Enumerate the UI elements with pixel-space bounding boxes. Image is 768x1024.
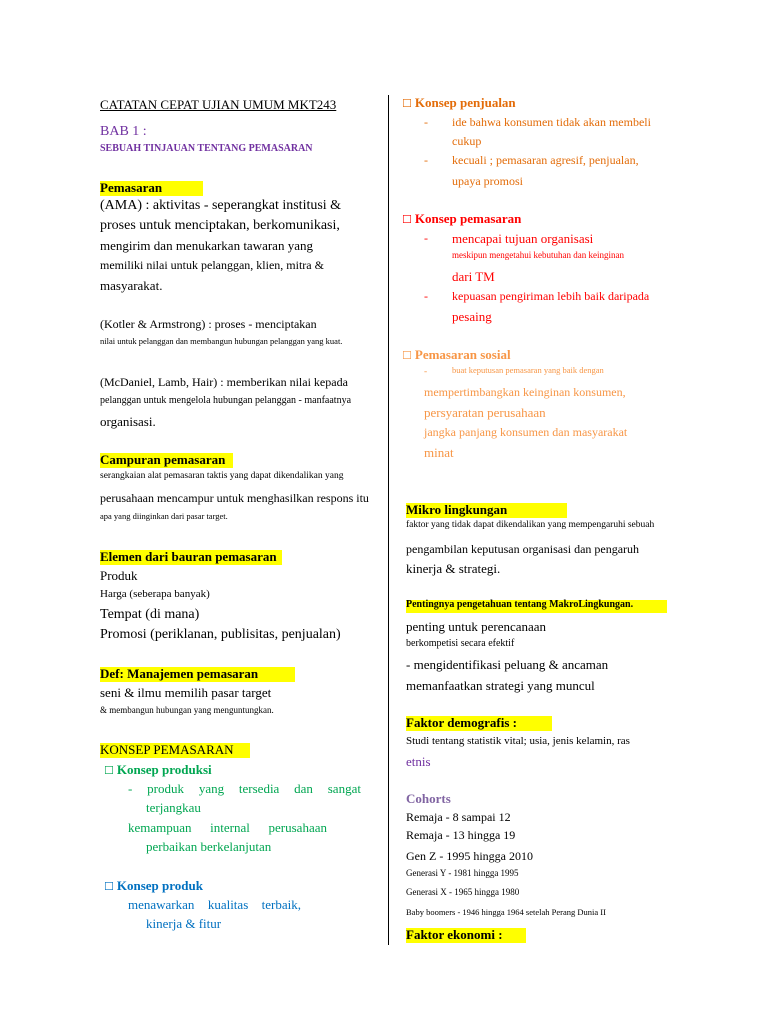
pemasaran-line-5: pesaing [452, 309, 492, 324]
heading-demografis: Faktor demografis : [406, 716, 552, 731]
campuran-line-3: apa yang diinginkan dari pasar target. [100, 511, 228, 521]
makro-line-2: berkompetisi secara efektif [406, 638, 515, 649]
ama-line-3: mengirim dan menukarkan tawaran yang [100, 238, 313, 253]
checkbox-icon: ☐ [402, 213, 412, 226]
heading-campuran: Campuran pemasaran [100, 453, 233, 468]
def-line-1: seni & ilmu memilih pasar target [100, 685, 272, 700]
heading-pemasaran: Pemasaran [100, 181, 203, 196]
dash: - [424, 289, 428, 303]
ama-line-5: masyarakat. [100, 278, 163, 293]
dash: - [424, 231, 428, 245]
heading-mikro: Mikro lingkungan [406, 503, 567, 518]
produk-line-2: kinerja & fitur [146, 916, 222, 931]
penjualan-line-4: upaya promosi [452, 174, 523, 188]
pemasaran-line-4: kepuasan pengiriman lebih baik daripada [452, 289, 650, 303]
sosial-line-2: mempertimbangkan keinginan konsumen, [424, 385, 626, 399]
ama-line-2: proses untuk menciptakan, berkomunikasi, [100, 218, 340, 233]
konsep-produk-title: ☐ Konsep produk [104, 878, 203, 893]
pemasaran-line-3: dari TM [452, 269, 495, 284]
ama-line-1: (AMA) : aktivitas - seperangkat institusi & [100, 198, 342, 213]
pemasaran-line-2: meskipun mengetahui kebutuhan dan keinginan [452, 250, 624, 260]
kotler-line-1: (Kotler & Armstrong) : proses - menciptakan [100, 317, 317, 331]
penjualan-line-3: kecuali ; pemasaran agresif, penjualan, [452, 153, 639, 167]
penjualan-line-1: ide bahwa konsumen tidak akan membeli [452, 115, 651, 129]
konsep-produksi-title: ☐ Konsep produksi [104, 762, 212, 777]
cohort-line-4: Generasi Y - 1981 hingga 1995 [406, 868, 519, 878]
def-line-2: & membangun hubungan yang menguntungkan. [100, 705, 274, 715]
mcdaniel-line-2: pelanggan untuk mengelola hubungan pelanggan - manfaatnya [100, 395, 352, 406]
heading-konsep: KONSEP PEMASARAN [100, 743, 250, 758]
demografis-line-1: Studi tentang statistik vital; usia, jenis kelamin, ras [406, 735, 630, 747]
sosial-line-4: jangka panjang konsumen dan masyarakat [424, 425, 628, 439]
elemen-tempat: Tempat (di mana) [100, 607, 200, 622]
mikro-line-1: faktor yang tidak dapat dikendalikan yang mempengaruhi sebuah [406, 520, 655, 530]
makro-line-1: penting untuk perencanaan [406, 619, 547, 634]
campuran-line-2: perusahaan mencampur untuk menghasilkan respons itu [100, 491, 369, 505]
produksi-line-2: terjangkau [146, 800, 201, 815]
chapter-subtitle: SEBUAH TINJAUAN TENTANG PEMASARAN [100, 143, 313, 154]
cohort-line-3: Gen Z - 1995 hingga 2010 [406, 849, 533, 863]
cohort-line-5: Generasi X - 1965 hingga 1980 [406, 887, 520, 897]
produksi-line-1: - produk yang tersedia dan sangat [128, 781, 361, 796]
kotler-line-2: nilai untuk pelanggan dan membangun hubungan pelanggan yang kuat. [100, 336, 343, 346]
chapter-label: BAB 1 : [100, 124, 147, 139]
elemen-produk: Produk [100, 568, 138, 583]
produksi-line-4: perbaikan berkelanjutan [146, 839, 272, 854]
mcdaniel-line-3: organisasi. [100, 414, 156, 429]
sosial-line-1: buat keputusan pemasaran yang baik dengan [452, 365, 604, 375]
elemen-promosi: Promosi (periklanan, publisitas, penjualan) [100, 627, 341, 642]
dash: - [424, 153, 428, 167]
checkbox-icon: ☐ [402, 97, 412, 110]
heading-cohorts: Cohorts [406, 791, 451, 806]
doc-title: CATATAN CEPAT UJIAN UMUM MKT243 [100, 97, 337, 112]
heading-ekonomi: Faktor ekonomi : [406, 928, 526, 943]
heading-elemen: Elemen dari bauran pemasaran [100, 550, 282, 565]
checkbox-icon: ☐ [402, 349, 412, 362]
pemasaran-sosial-title: ☐ Pemasaran sosial [402, 347, 511, 362]
elemen-harga: Harga (seberapa banyak) [100, 588, 210, 600]
makro-line-4: memanfaatkan strategi yang muncul [406, 678, 595, 693]
sosial-line-5: minat [424, 445, 454, 460]
checkbox-icon: ☐ [104, 880, 114, 893]
dash: - [424, 367, 428, 377]
sosial-line-3: persyaratan perusahaan [424, 405, 546, 420]
produk-line-1: menawarkan kualitas terbaik, [128, 897, 301, 912]
column-divider [388, 95, 389, 945]
campuran-line-1: serangkaian alat pemasaran taktis yang dapat dikendalikan yang [100, 471, 344, 481]
dash: - [424, 115, 428, 129]
makro-line-3: - mengidentifikasi peluang & ancaman [406, 657, 609, 672]
cohort-line-2: Remaja - 13 hingga 19 [406, 828, 516, 842]
mikro-line-3: kinerja & strategi. [406, 561, 501, 576]
penjualan-line-2: cukup [452, 134, 482, 148]
mcdaniel-line-1: (McDaniel, Lamb, Hair) : memberikan nilai kepada [100, 375, 348, 389]
cohort-line-1: Remaja - 8 sampai 12 [406, 810, 511, 824]
pemasaran-line-1: mencapai tujuan organisasi [452, 231, 594, 246]
heading-def: Def: Manajemen pemasaran [100, 667, 295, 682]
heading-makro: Pentingnya pengetahuan tentang MakroLingkungan. [406, 600, 667, 613]
checkbox-icon: ☐ [104, 764, 114, 777]
produksi-line-3: kemampuan internal perusahaan [128, 820, 327, 835]
konsep-pemasaran-title: ☐ Konsep pemasaran [402, 211, 522, 226]
demografis-line-2: etnis [406, 754, 431, 769]
ama-line-4: memiliki nilai untuk pelanggan, klien, mitra & [100, 258, 324, 272]
konsep-penjualan-title: ☐ Konsep penjualan [402, 95, 516, 110]
mikro-line-2: pengambilan keputusan organisasi dan pengaruh [406, 542, 640, 556]
cohort-line-6: Baby boomers - 1946 hingga 1964 setelah Perang Dunia II [406, 907, 606, 917]
